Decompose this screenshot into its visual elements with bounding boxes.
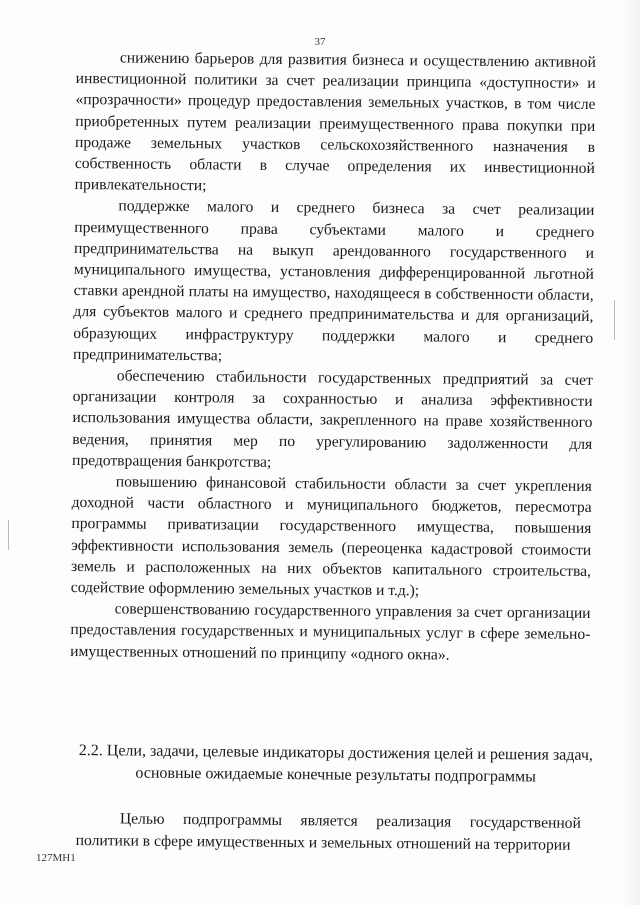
- document-code: 127МН1: [36, 852, 76, 864]
- body-text: [70, 47, 596, 667]
- paragraph-financial-stability: повышению финансовой стабильности области за счет укрепления доходной части областного и муниципального бюджетов, пересмотра программы приватизации государственного имущества, повышения эффективности использования земель (переоценка кадастровой стоимости земель и расположенных на них объектов капитального строительства, содействие оформлению земельных участков и т.д.);: [70, 473, 592, 600]
- page-number: 37: [314, 36, 326, 48]
- paragraph-enterprises: обеспечению стабильности государственных предприятий за счет организации контроля за сохранностью и анализа эффективности использования имущества области, закрепленного на праве хозяйственного ведения, принятия мер по урегулированию задолженности для предотвращения банкротства;: [71, 367, 593, 471]
- paragraph-barriers: снижению барьеров для развития бизнеса и осуществлению активной инвестиционной политики за счет реализации принципа «доступности» и «прозрачности» процедур предоставления земельных участков, в том числе приобретенных путем реализации преимущественного права покупки при продаже земельных участков сельскохозяйственного назначения в собственность области в случае определения их инвестиционной привлекательности;: [74, 49, 596, 195]
- section-heading: 2.2. Цели, задачи, целевые индикаторы достижения целей и решения задач, основные ожидаемые конечные результаты подпрограммы: [78, 742, 594, 786]
- paragraph-small-business: поддержке малого и среднего бизнеса за счет реализации преимущественного права субъектами малого и среднего предпринимательства на выкуп арендованного государственного и муниципального имущества, установления дифференцированной льготной ставки арендной платы на имущество, находящееся в собственности области, для субъектов малого и среднего предпринимательства и для организаций, образующих инфраструктуру поддержки малого и среднего предпринимательства;: [72, 197, 595, 365]
- paragraph-governance: совершенствованию государственного управления за счет организации предоставления государственных и муниципальных услуг в сфере земельно-имущественных отношений по принципу «одного окна».: [70, 600, 591, 664]
- goal-paragraph: Целью подпрограммы является реализация государственной политики в сфере имущественных и земельных отношений на территории: [75, 810, 581, 854]
- scan-speck: [614, 300, 615, 340]
- scan-speck: [8, 520, 9, 550]
- scan-edge-shadow: [622, 0, 640, 905]
